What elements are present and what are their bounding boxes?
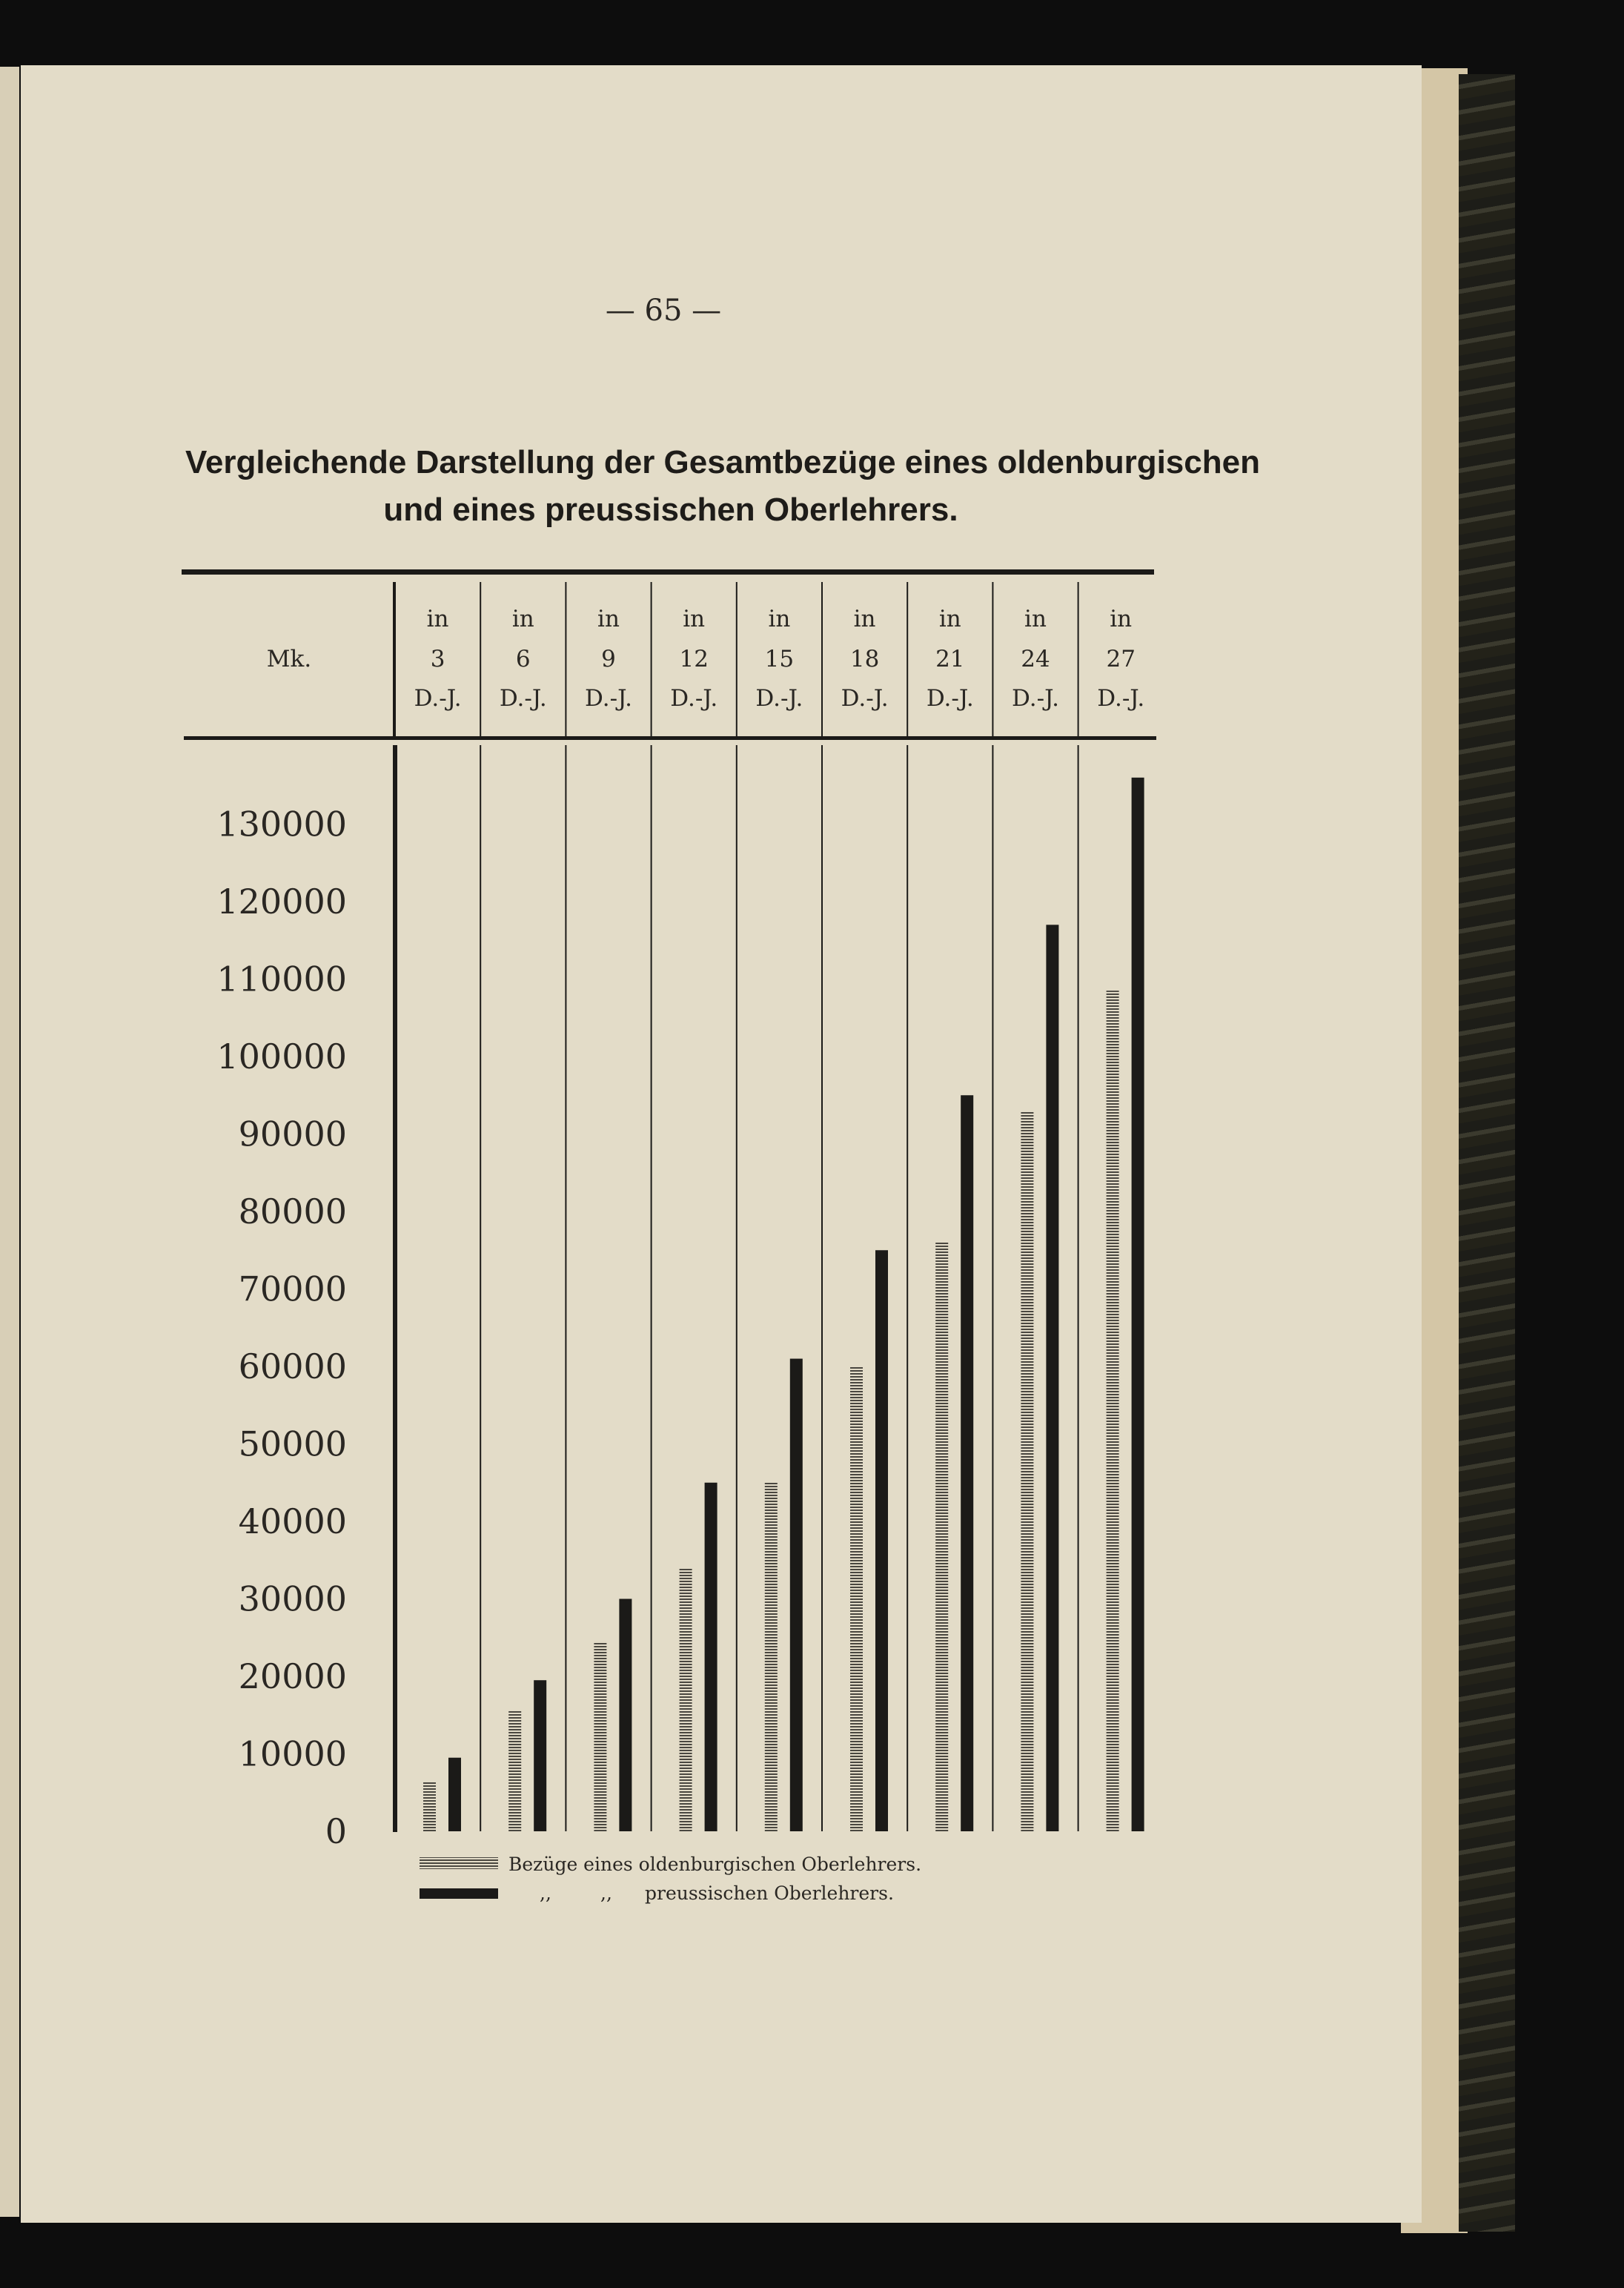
- y-tick-label-120000: 120000: [216, 882, 347, 922]
- header-col-4-years: 15: [764, 646, 795, 672]
- legend-ditto-2: ,,: [600, 1882, 612, 1904]
- bar-prussia-2: [619, 1599, 632, 1832]
- column-dividers: [480, 582, 1078, 1831]
- header-col-4-prefix: in: [768, 606, 791, 632]
- header-col-8-prefix: in: [1110, 606, 1133, 632]
- y-tick-label-0: 0: [325, 1811, 347, 1851]
- header-axis-line: [393, 582, 396, 736]
- bar-prussia-1: [534, 1680, 546, 1831]
- legend-swatch-prussia: [420, 1888, 498, 1899]
- header-col-8-suffix: D.-J.: [1097, 685, 1145, 712]
- header-bottom-rule: [184, 736, 1156, 740]
- header-col-7-suffix: D.-J.: [1012, 685, 1059, 712]
- y-axis-line: [393, 745, 397, 1832]
- bar-prussia-5: [875, 1250, 888, 1831]
- header-col-1-years: 6: [515, 646, 531, 672]
- header-col-6-suffix: D.-J.: [926, 685, 974, 712]
- header-col-6-years: 21: [935, 646, 965, 672]
- bar-prussia-8: [1132, 778, 1144, 1831]
- header-col-4-suffix: D.-J.: [755, 685, 803, 712]
- y-tick-label-130000: 130000: [216, 804, 347, 844]
- bar-prussia-0: [448, 1758, 461, 1831]
- legend-label-oldenburg: Bezüge eines oldenburgischen Oberlehrers.: [508, 1854, 922, 1875]
- y-tick-label-100000: 100000: [216, 1036, 347, 1077]
- y-tick-label-60000: 60000: [238, 1346, 347, 1386]
- bars: [423, 778, 1144, 1831]
- header-col-8-years: 27: [1106, 646, 1136, 672]
- y-tick-label-20000: 20000: [238, 1656, 347, 1696]
- y-tick-label-70000: 70000: [238, 1269, 347, 1309]
- header-col-0-prefix: in: [426, 606, 449, 632]
- column-headers: [414, 606, 1145, 712]
- bar-oldenburg-0: [423, 1781, 436, 1831]
- y-tick-label-30000: 30000: [238, 1578, 347, 1619]
- header-col-5-suffix: D.-J.: [841, 685, 889, 712]
- legend-label-prussia: preussischen Oberlehrers.: [645, 1882, 894, 1904]
- bar-prussia-4: [790, 1359, 803, 1831]
- y-tick-label-80000: 80000: [238, 1191, 347, 1231]
- y-tick-label-110000: 110000: [216, 959, 347, 999]
- header-col-0-suffix: D.-J.: [414, 685, 462, 712]
- bar-oldenburg-3: [680, 1568, 692, 1831]
- header-col-6-prefix: in: [938, 606, 961, 632]
- bar-prussia-6: [961, 1095, 973, 1831]
- header-col-7-years: 24: [1021, 646, 1050, 672]
- chart-title-line1: Vergleichende Darstellung der Gesamtbezüge eines oldenburgischen: [185, 444, 1260, 480]
- header-col-3-prefix: in: [683, 606, 706, 632]
- bar-oldenburg-2: [594, 1641, 606, 1831]
- legend-swatch-oldenburg: [420, 1857, 498, 1869]
- y-tick-label-50000: 50000: [238, 1424, 347, 1464]
- header-col-2-suffix: D.-J.: [585, 685, 632, 712]
- chart-title-line2: und eines preussischen Oberlehrers.: [383, 492, 958, 528]
- bar-oldenburg-8: [1107, 991, 1119, 1831]
- unit-label: Mk.: [266, 646, 312, 672]
- header-col-2-years: 9: [601, 646, 616, 672]
- bar-oldenburg-5: [850, 1366, 863, 1831]
- header-col-3-suffix: D.-J.: [670, 685, 718, 712]
- bar-prussia-7: [1046, 925, 1058, 1831]
- bar-prussia-3: [705, 1483, 717, 1831]
- header-col-3-years: 12: [679, 646, 709, 672]
- header-col-0-years: 3: [430, 646, 445, 672]
- page-number: — 65 —: [605, 294, 722, 328]
- y-axis-ticks: [216, 804, 347, 1852]
- legend-ditto-1: ,,: [540, 1882, 551, 1904]
- bar-oldenburg-6: [935, 1243, 948, 1831]
- header-col-1-prefix: in: [511, 606, 534, 632]
- header-col-7-prefix: in: [1024, 606, 1047, 632]
- header-col-5-prefix: in: [853, 606, 876, 632]
- y-tick-label-90000: 90000: [238, 1114, 347, 1154]
- y-tick-label-10000: 10000: [238, 1733, 347, 1774]
- header-top-rule: [182, 569, 1154, 575]
- header-col-5-years: 18: [849, 646, 880, 672]
- bar-oldenburg-1: [508, 1711, 521, 1831]
- header-col-2-prefix: in: [597, 606, 620, 632]
- y-tick-label-40000: 40000: [238, 1501, 347, 1541]
- header-col-1-suffix: D.-J.: [499, 685, 547, 712]
- bar-oldenburg-7: [1021, 1111, 1033, 1831]
- bar-oldenburg-4: [765, 1483, 778, 1831]
